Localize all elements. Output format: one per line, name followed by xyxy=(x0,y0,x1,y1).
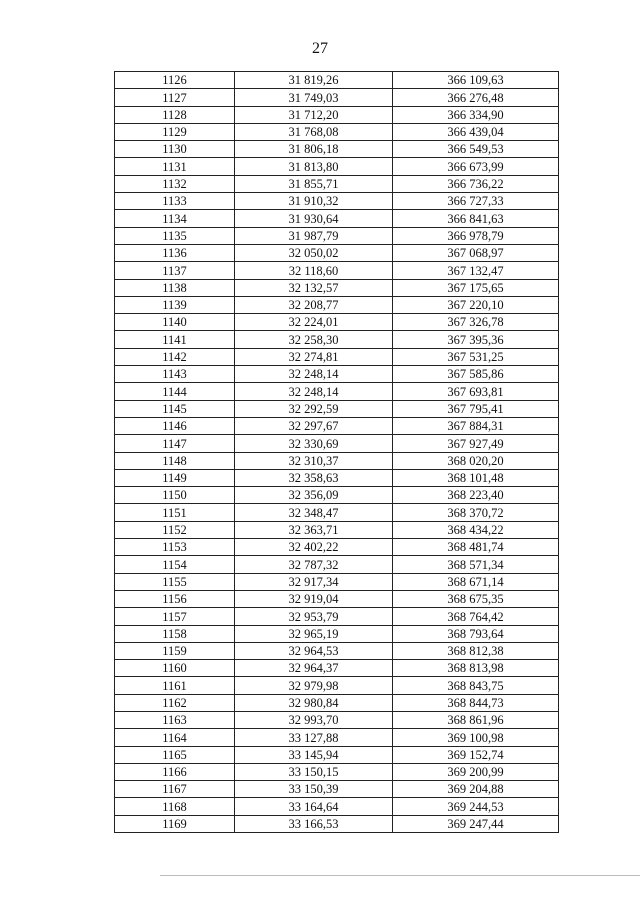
y-coordinate-cell: 366 673,99 xyxy=(393,158,559,175)
x-coordinate-cell: 32 964,37 xyxy=(235,660,393,677)
point-number-cell: 1154 xyxy=(115,556,235,573)
table-row xyxy=(115,539,559,556)
x-coordinate-cell: 32 953,79 xyxy=(235,608,393,625)
point-number-cell: 1159 xyxy=(115,642,235,659)
point-number-cell: 1158 xyxy=(115,625,235,642)
table-row xyxy=(115,123,559,140)
point-number-cell: 1138 xyxy=(115,279,235,296)
x-coordinate-cell: 32 358,63 xyxy=(235,469,393,486)
y-coordinate-cell: 366 978,79 xyxy=(393,227,559,244)
point-number-cell: 1168 xyxy=(115,798,235,815)
y-coordinate-cell: 368 675,35 xyxy=(393,590,559,607)
table-row xyxy=(115,210,559,227)
table-row xyxy=(115,521,559,538)
y-coordinate-cell: 368 812,38 xyxy=(393,642,559,659)
point-number-cell: 1163 xyxy=(115,711,235,728)
x-coordinate-cell: 31 855,71 xyxy=(235,175,393,192)
table-row xyxy=(115,193,559,210)
table-row xyxy=(115,366,559,383)
point-number-cell: 1167 xyxy=(115,781,235,798)
x-coordinate-cell: 32 965,19 xyxy=(235,625,393,642)
table-row xyxy=(115,417,559,434)
point-number-cell: 1143 xyxy=(115,366,235,383)
table-row xyxy=(115,106,559,123)
table-row xyxy=(115,262,559,279)
table-row xyxy=(115,677,559,694)
x-coordinate-cell: 32 993,70 xyxy=(235,711,393,728)
x-coordinate-cell: 31 930,64 xyxy=(235,210,393,227)
y-coordinate-cell: 367 068,97 xyxy=(393,244,559,261)
table-row xyxy=(115,625,559,642)
x-coordinate-cell: 32 292,59 xyxy=(235,400,393,417)
point-number-cell: 1153 xyxy=(115,539,235,556)
y-coordinate-cell: 366 736,22 xyxy=(393,175,559,192)
x-coordinate-cell: 31 768,08 xyxy=(235,123,393,140)
table-row xyxy=(115,504,559,521)
y-coordinate-cell: 366 549,53 xyxy=(393,141,559,158)
table-row xyxy=(115,642,559,659)
table-row xyxy=(115,798,559,815)
y-coordinate-cell: 369 200,99 xyxy=(393,763,559,780)
table-row xyxy=(115,89,559,106)
x-coordinate-cell: 32 979,98 xyxy=(235,677,393,694)
point-number-cell: 1127 xyxy=(115,89,235,106)
point-number-cell: 1140 xyxy=(115,314,235,331)
point-number-cell: 1146 xyxy=(115,417,235,434)
y-coordinate-cell: 368 843,75 xyxy=(393,677,559,694)
y-coordinate-cell: 367 395,36 xyxy=(393,331,559,348)
y-coordinate-cell: 366 727,33 xyxy=(393,193,559,210)
y-coordinate-cell: 367 220,10 xyxy=(393,296,559,313)
x-coordinate-cell: 33 150,15 xyxy=(235,763,393,780)
point-number-cell: 1131 xyxy=(115,158,235,175)
point-number-cell: 1144 xyxy=(115,383,235,400)
x-coordinate-cell: 33 166,53 xyxy=(235,815,393,832)
point-number-cell: 1166 xyxy=(115,763,235,780)
y-coordinate-cell: 367 585,86 xyxy=(393,366,559,383)
y-coordinate-cell: 367 132,47 xyxy=(393,262,559,279)
y-coordinate-cell: 368 571,34 xyxy=(393,556,559,573)
point-number-cell: 1157 xyxy=(115,608,235,625)
y-coordinate-cell: 368 481,74 xyxy=(393,539,559,556)
y-coordinate-cell: 367 927,49 xyxy=(393,435,559,452)
point-number-cell: 1162 xyxy=(115,694,235,711)
table-row xyxy=(115,556,559,573)
page-edge-rule xyxy=(160,875,640,876)
y-coordinate-cell: 367 175,65 xyxy=(393,279,559,296)
x-coordinate-cell: 32 919,04 xyxy=(235,590,393,607)
point-number-cell: 1128 xyxy=(115,106,235,123)
x-coordinate-cell: 32 356,09 xyxy=(235,487,393,504)
point-number-cell: 1161 xyxy=(115,677,235,694)
point-number-cell: 1155 xyxy=(115,573,235,590)
y-coordinate-cell: 367 326,78 xyxy=(393,314,559,331)
x-coordinate-cell: 32 258,30 xyxy=(235,331,393,348)
x-coordinate-cell: 32 132,57 xyxy=(235,279,393,296)
y-coordinate-cell: 366 334,90 xyxy=(393,106,559,123)
x-coordinate-cell: 33 145,94 xyxy=(235,746,393,763)
y-coordinate-cell: 368 223,40 xyxy=(393,487,559,504)
table-row xyxy=(115,331,559,348)
x-coordinate-cell: 32 224,01 xyxy=(235,314,393,331)
y-coordinate-cell: 368 844,73 xyxy=(393,694,559,711)
x-coordinate-cell: 32 787,32 xyxy=(235,556,393,573)
point-number-cell: 1142 xyxy=(115,348,235,365)
point-number-cell: 1126 xyxy=(115,72,235,89)
table-row xyxy=(115,383,559,400)
coordinates-table xyxy=(114,71,559,833)
y-coordinate-cell: 369 247,44 xyxy=(393,815,559,832)
x-coordinate-cell: 33 150,39 xyxy=(235,781,393,798)
table-row xyxy=(115,815,559,832)
y-coordinate-cell: 367 693,81 xyxy=(393,383,559,400)
x-coordinate-cell: 32 248,14 xyxy=(235,366,393,383)
point-number-cell: 1156 xyxy=(115,590,235,607)
table-row xyxy=(115,660,559,677)
table-row xyxy=(115,608,559,625)
point-number-cell: 1147 xyxy=(115,435,235,452)
x-coordinate-cell: 31 806,18 xyxy=(235,141,393,158)
x-coordinate-cell: 32 274,81 xyxy=(235,348,393,365)
table-row xyxy=(115,711,559,728)
x-coordinate-cell: 32 363,71 xyxy=(235,521,393,538)
y-coordinate-cell: 368 861,96 xyxy=(393,711,559,728)
point-number-cell: 1150 xyxy=(115,487,235,504)
y-coordinate-cell: 368 793,64 xyxy=(393,625,559,642)
table-row xyxy=(115,573,559,590)
point-number-cell: 1151 xyxy=(115,504,235,521)
point-number-cell: 1135 xyxy=(115,227,235,244)
y-coordinate-cell: 366 276,48 xyxy=(393,89,559,106)
point-number-cell: 1136 xyxy=(115,244,235,261)
x-coordinate-cell: 32 050,02 xyxy=(235,244,393,261)
page-number: 27 xyxy=(312,40,328,57)
point-number-cell: 1165 xyxy=(115,746,235,763)
table-row xyxy=(115,763,559,780)
point-number-cell: 1148 xyxy=(115,452,235,469)
table-row xyxy=(115,72,559,89)
y-coordinate-cell: 369 152,74 xyxy=(393,746,559,763)
y-coordinate-cell: 368 020,20 xyxy=(393,452,559,469)
x-coordinate-cell: 32 917,34 xyxy=(235,573,393,590)
x-coordinate-cell: 31 910,32 xyxy=(235,193,393,210)
x-coordinate-cell: 31 819,26 xyxy=(235,72,393,89)
y-coordinate-cell: 369 100,98 xyxy=(393,729,559,746)
x-coordinate-cell: 33 164,64 xyxy=(235,798,393,815)
table-row xyxy=(115,279,559,296)
y-coordinate-cell: 368 764,42 xyxy=(393,608,559,625)
x-coordinate-cell: 33 127,88 xyxy=(235,729,393,746)
table-row xyxy=(115,590,559,607)
table-row xyxy=(115,175,559,192)
point-number-cell: 1152 xyxy=(115,521,235,538)
y-coordinate-cell: 367 531,25 xyxy=(393,348,559,365)
table-row xyxy=(115,435,559,452)
x-coordinate-cell: 32 118,60 xyxy=(235,262,393,279)
table-row xyxy=(115,227,559,244)
point-number-cell: 1149 xyxy=(115,469,235,486)
table-row xyxy=(115,452,559,469)
point-number-cell: 1169 xyxy=(115,815,235,832)
y-coordinate-cell: 368 671,14 xyxy=(393,573,559,590)
y-coordinate-cell: 367 795,41 xyxy=(393,400,559,417)
point-number-cell: 1132 xyxy=(115,175,235,192)
table-row xyxy=(115,469,559,486)
x-coordinate-cell: 32 297,67 xyxy=(235,417,393,434)
x-coordinate-cell: 31 987,79 xyxy=(235,227,393,244)
point-number-cell: 1145 xyxy=(115,400,235,417)
point-number-cell: 1133 xyxy=(115,193,235,210)
table-row xyxy=(115,348,559,365)
y-coordinate-cell: 368 101,48 xyxy=(393,469,559,486)
y-coordinate-cell: 366 109,63 xyxy=(393,72,559,89)
point-number-cell: 1134 xyxy=(115,210,235,227)
point-number-cell: 1137 xyxy=(115,262,235,279)
x-coordinate-cell: 31 813,80 xyxy=(235,158,393,175)
y-coordinate-cell: 368 813,98 xyxy=(393,660,559,677)
x-coordinate-cell: 32 208,77 xyxy=(235,296,393,313)
table-row xyxy=(115,487,559,504)
point-number-cell: 1129 xyxy=(115,123,235,140)
point-number-cell: 1139 xyxy=(115,296,235,313)
y-coordinate-cell: 368 434,22 xyxy=(393,521,559,538)
table-row xyxy=(115,400,559,417)
table-row xyxy=(115,141,559,158)
x-coordinate-cell: 32 402,22 xyxy=(235,539,393,556)
x-coordinate-cell: 32 310,37 xyxy=(235,452,393,469)
table-row xyxy=(115,746,559,763)
point-number-cell: 1130 xyxy=(115,141,235,158)
table-row xyxy=(115,314,559,331)
table-row xyxy=(115,694,559,711)
table-row xyxy=(115,158,559,175)
y-coordinate-cell: 367 884,31 xyxy=(393,417,559,434)
point-number-cell: 1141 xyxy=(115,331,235,348)
point-number-cell: 1160 xyxy=(115,660,235,677)
x-coordinate-cell: 32 348,47 xyxy=(235,504,393,521)
y-coordinate-cell: 369 204,88 xyxy=(393,781,559,798)
y-coordinate-cell: 366 841,63 xyxy=(393,210,559,227)
table-row xyxy=(115,729,559,746)
y-coordinate-cell: 366 439,04 xyxy=(393,123,559,140)
table-row xyxy=(115,244,559,261)
table-row xyxy=(115,781,559,798)
x-coordinate-cell: 32 980,84 xyxy=(235,694,393,711)
y-coordinate-cell: 368 370,72 xyxy=(393,504,559,521)
x-coordinate-cell: 32 248,14 xyxy=(235,383,393,400)
x-coordinate-cell: 31 712,20 xyxy=(235,106,393,123)
x-coordinate-cell: 32 330,69 xyxy=(235,435,393,452)
y-coordinate-cell: 369 244,53 xyxy=(393,798,559,815)
point-number-cell: 1164 xyxy=(115,729,235,746)
x-coordinate-cell: 32 964,53 xyxy=(235,642,393,659)
coordinates-table-body xyxy=(115,72,559,833)
x-coordinate-cell: 31 749,03 xyxy=(235,89,393,106)
table-row xyxy=(115,296,559,313)
